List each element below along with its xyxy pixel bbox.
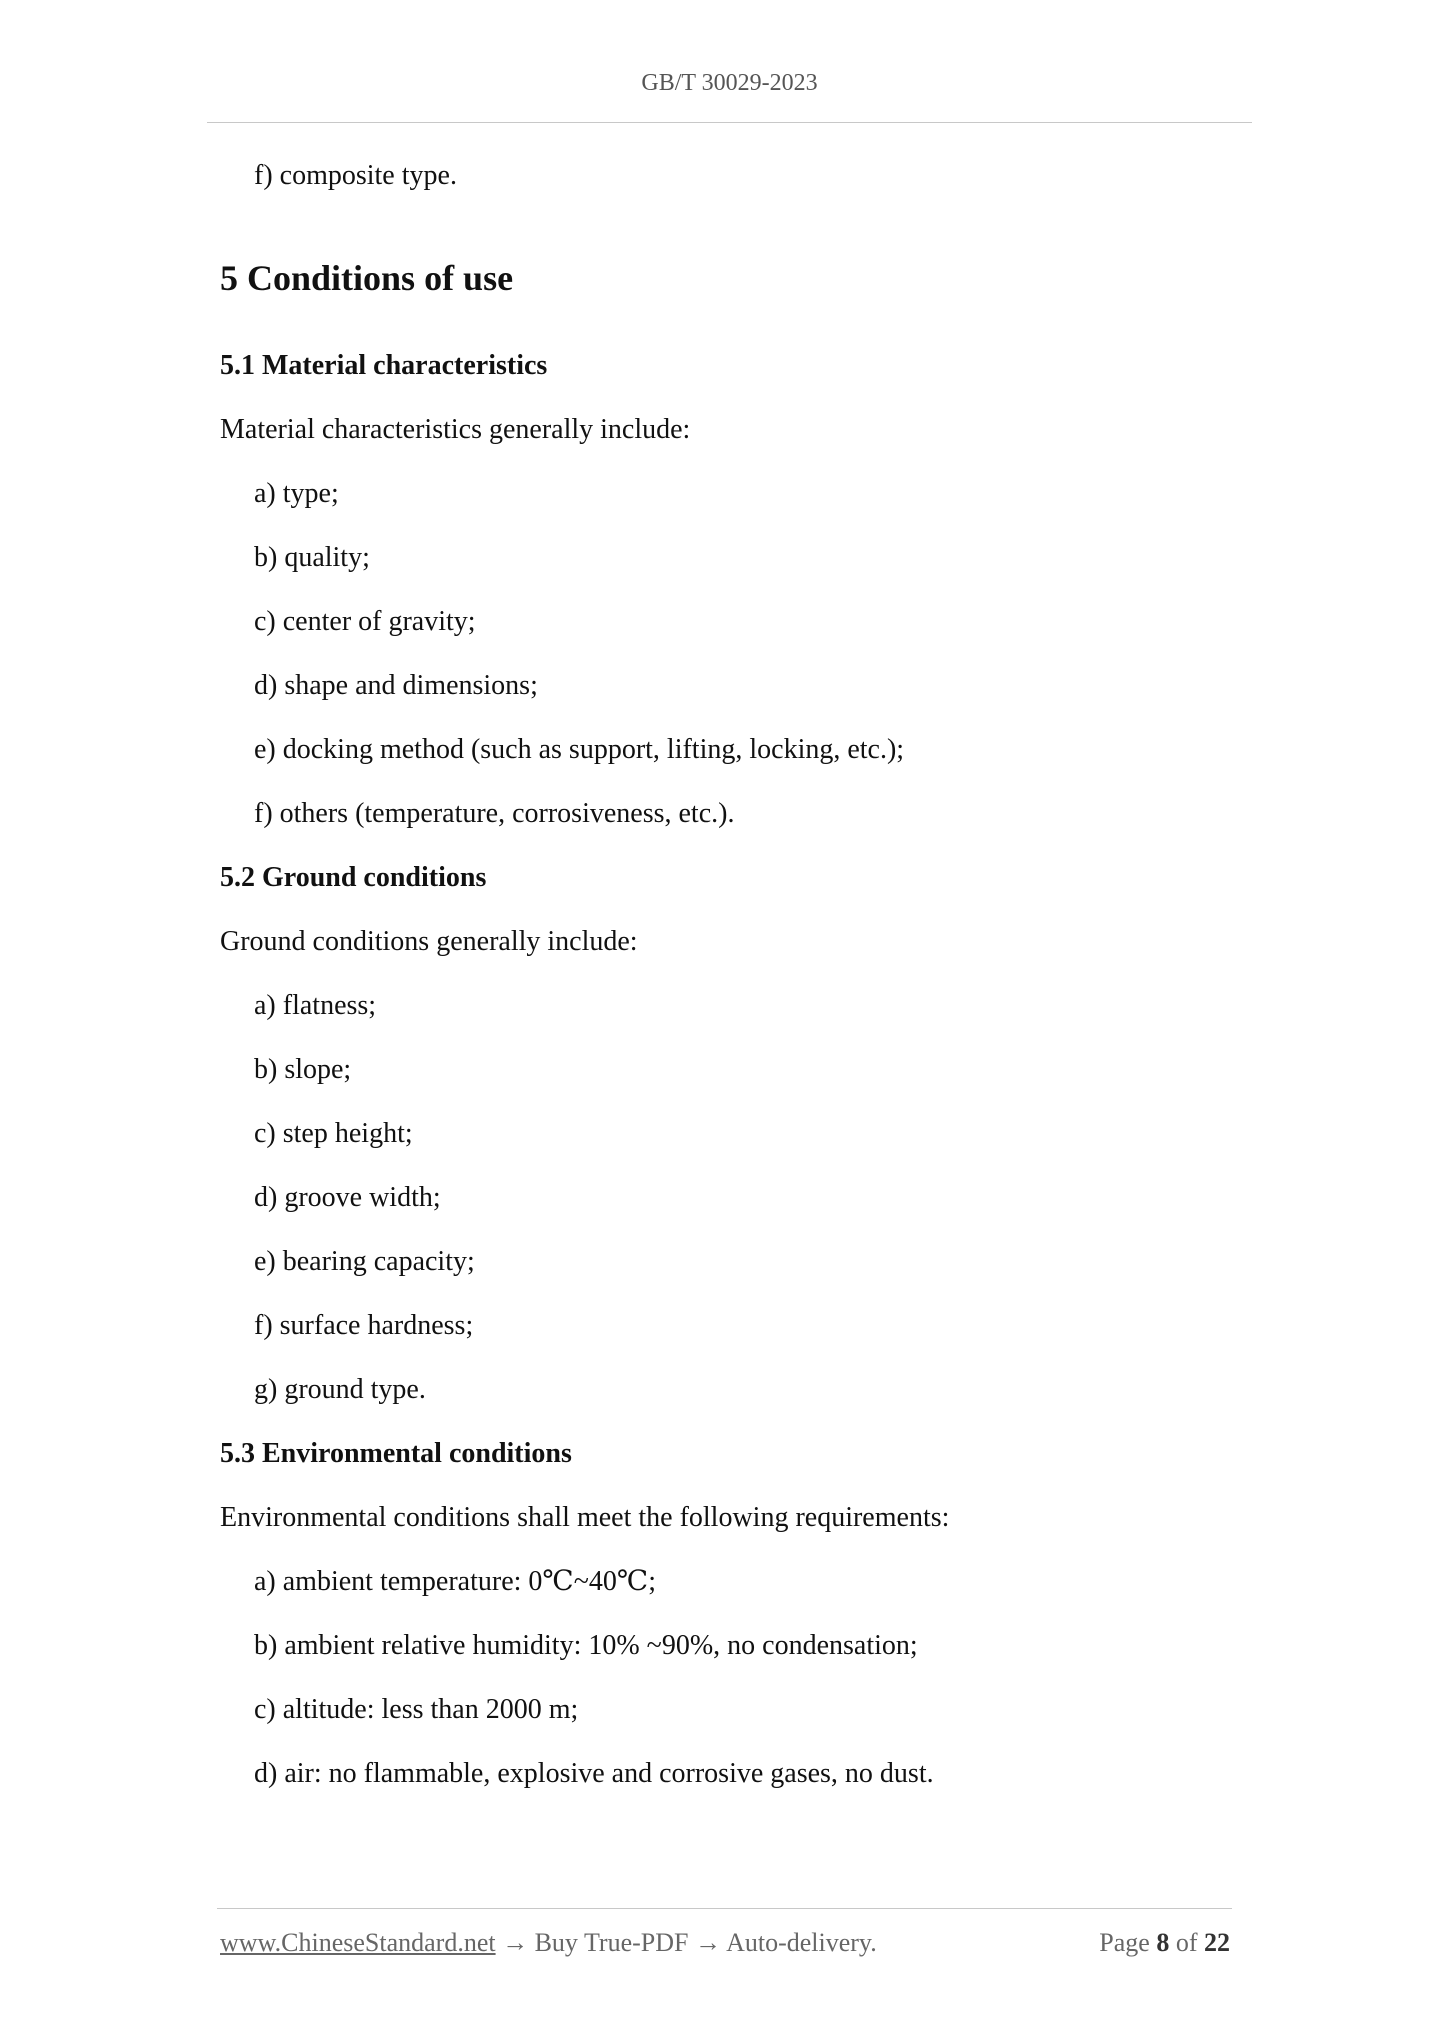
site-link[interactable]: www.ChineseStandard.net (220, 1928, 496, 1957)
section-title: 5 Conditions of use (220, 258, 514, 298)
list-item: c) altitude: less than 2000 m; (254, 1694, 579, 1725)
list-item: c) step height; (254, 1118, 413, 1149)
list-item: a) ambient temperature: 0℃~40℃; (254, 1566, 656, 1597)
list-item: b) ambient relative humidity: 10% ~90%, no condensation; (254, 1630, 918, 1661)
list-item: c) center of gravity; (254, 606, 476, 637)
page-label: Page (1099, 1928, 1150, 1957)
header-divider (207, 122, 1252, 123)
subsection-intro-5-2: Ground conditions generally include: (220, 926, 638, 957)
page-number (1099, 1928, 1230, 1958)
document-header-id: GB/T 30029-2023 (641, 70, 818, 96)
subsection-intro-5-3: Environmental conditions shall meet the following requirements: (220, 1502, 950, 1533)
subsection-intro-5-1: Material characteristics generally include: (220, 414, 691, 445)
list-item: b) quality; (254, 542, 370, 573)
page-total: 22 (1204, 1928, 1230, 1957)
list-item: d) groove width; (254, 1182, 441, 1213)
list-item: e) bearing capacity; (254, 1246, 475, 1277)
arrow-right-icon: → (502, 1928, 529, 1957)
auto-delivery-text: Auto-delivery. (726, 1928, 877, 1957)
list-item: d) air: no flammable, explosive and corrosive gases, no dust. (254, 1758, 934, 1789)
arrow-right-icon: → (695, 1928, 721, 1957)
list-item: e) docking method (such as support, lifting, locking, etc.); (254, 734, 905, 765)
of-label: of (1175, 1928, 1198, 1957)
subsection-title-5-2: 5.2 Ground conditions (220, 862, 487, 893)
page-current: 8 (1156, 1928, 1170, 1957)
list-item: a) flatness; (254, 990, 377, 1021)
list-item: a) type; (254, 478, 339, 509)
list-item: d) shape and dimensions; (254, 670, 538, 701)
subsection-title-5-1: 5.1 Material characteristics (220, 350, 548, 381)
buy-true-pdf-link[interactable]: Buy True-PDF (534, 1928, 689, 1957)
list-item: g) ground type. (254, 1374, 426, 1405)
page-footer (220, 1928, 1230, 1962)
list-item: f) others (temperature, corrosiveness, etc.). (254, 798, 735, 829)
footer-divider (217, 1908, 1232, 1909)
list-item: b) slope; (254, 1054, 352, 1085)
list-item-composite-type: f) composite type. (254, 160, 457, 191)
list-item: f) surface hardness; (254, 1310, 474, 1341)
subsection-title-5-3: 5.3 Environmental conditions (220, 1438, 572, 1469)
